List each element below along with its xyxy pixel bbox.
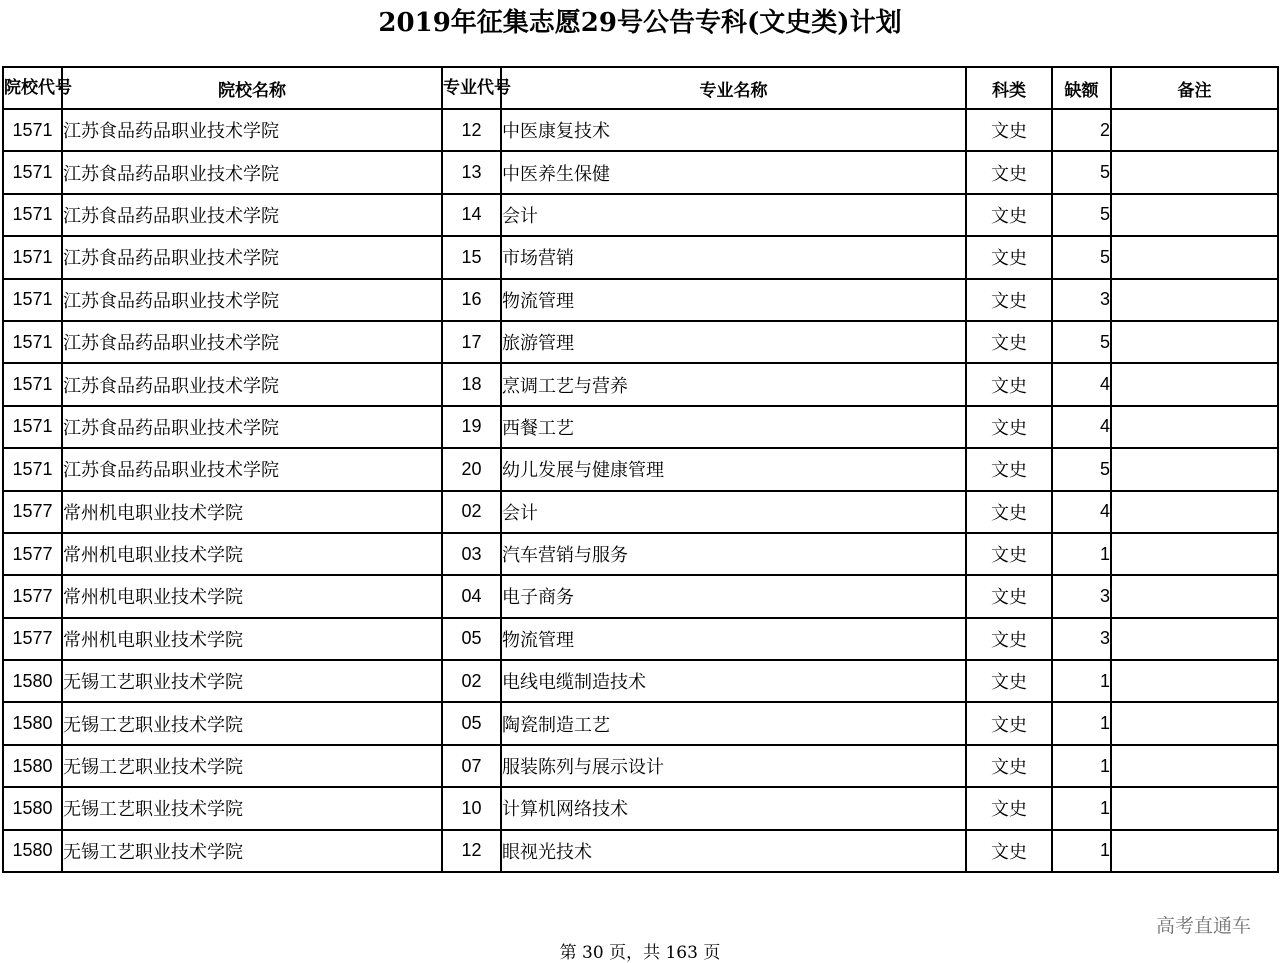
major-name-cell: 幼儿发展与健康管理 xyxy=(501,448,966,490)
school-code-cell: 1577 xyxy=(3,533,62,575)
category-cell: 文史 xyxy=(966,745,1052,787)
quota-cell: 4 xyxy=(1052,363,1111,405)
major-code-cell: 12 xyxy=(442,109,501,151)
major-name-cell: 眼视光技术 xyxy=(501,830,966,872)
table-row xyxy=(3,787,1278,829)
school-name-cell: 江苏食品药品职业技术学院 xyxy=(62,321,442,363)
notes-cell xyxy=(1111,491,1278,533)
plan-table xyxy=(2,66,1279,873)
header-notes: 备注 xyxy=(1111,67,1278,109)
notes-cell xyxy=(1111,109,1278,151)
notes-cell xyxy=(1111,279,1278,321)
table-row xyxy=(3,448,1278,490)
major-code-cell: 12 xyxy=(442,830,501,872)
quota-cell: 1 xyxy=(1052,745,1111,787)
major-code-cell: 07 xyxy=(442,745,501,787)
major-name-cell: 物流管理 xyxy=(501,279,966,321)
quota-cell: 1 xyxy=(1052,702,1111,744)
school-code-cell: 1577 xyxy=(3,491,62,533)
major-code-cell: 16 xyxy=(442,279,501,321)
school-code-cell: 1571 xyxy=(3,194,62,236)
major-name-cell: 电线电缆制造技术 xyxy=(501,660,966,702)
quota-cell: 5 xyxy=(1052,236,1111,278)
major-name-cell: 中医养生保健 xyxy=(501,151,966,193)
table-row xyxy=(3,830,1278,872)
table-row xyxy=(3,575,1278,617)
quota-cell: 1 xyxy=(1052,533,1111,575)
notes-cell xyxy=(1111,660,1278,702)
notes-cell xyxy=(1111,575,1278,617)
category-cell: 文史 xyxy=(966,109,1052,151)
major-code-cell: 20 xyxy=(442,448,501,490)
school-code-cell: 1571 xyxy=(3,236,62,278)
major-name-cell: 服装陈列与展示设计 xyxy=(501,745,966,787)
table-row xyxy=(3,660,1278,702)
school-code-cell: 1571 xyxy=(3,321,62,363)
notes-cell xyxy=(1111,745,1278,787)
school-code-cell: 1571 xyxy=(3,448,62,490)
school-name-cell: 无锡工艺职业技术学院 xyxy=(62,660,442,702)
school-name-cell: 常州机电职业技术学院 xyxy=(62,533,442,575)
school-name-cell: 常州机电职业技术学院 xyxy=(62,618,442,660)
table-row xyxy=(3,618,1278,660)
school-name-cell: 江苏食品药品职业技术学院 xyxy=(62,406,442,448)
notes-cell xyxy=(1111,236,1278,278)
table-row xyxy=(3,491,1278,533)
school-name-cell: 江苏食品药品职业技术学院 xyxy=(62,194,442,236)
school-code-cell: 1580 xyxy=(3,660,62,702)
major-name-cell: 会计 xyxy=(501,491,966,533)
category-cell: 文史 xyxy=(966,702,1052,744)
major-name-cell: 旅游管理 xyxy=(501,321,966,363)
quota-cell: 2 xyxy=(1052,109,1111,151)
table-row xyxy=(3,363,1278,405)
major-name-cell: 西餐工艺 xyxy=(501,406,966,448)
notes-cell xyxy=(1111,618,1278,660)
page-footer: 第 30 页，共 163 页 xyxy=(559,943,721,963)
school-code-cell: 1577 xyxy=(3,575,62,617)
category-cell: 文史 xyxy=(966,406,1052,448)
quota-cell: 3 xyxy=(1052,279,1111,321)
major-code-cell: 18 xyxy=(442,363,501,405)
quota-cell: 3 xyxy=(1052,618,1111,660)
quota-cell: 5 xyxy=(1052,151,1111,193)
quota-cell: 5 xyxy=(1052,448,1111,490)
school-code-cell: 1580 xyxy=(3,787,62,829)
major-name-cell: 会计 xyxy=(501,194,966,236)
school-code-cell: 1571 xyxy=(3,406,62,448)
school-name-cell: 无锡工艺职业技术学院 xyxy=(62,702,442,744)
school-code-cell: 1571 xyxy=(3,109,62,151)
school-name-cell: 常州机电职业技术学院 xyxy=(62,575,442,617)
major-name-cell: 电子商务 xyxy=(501,575,966,617)
category-cell: 文史 xyxy=(966,321,1052,363)
notes-cell xyxy=(1111,830,1278,872)
major-name-cell: 物流管理 xyxy=(501,618,966,660)
category-cell: 文史 xyxy=(966,151,1052,193)
category-cell: 文史 xyxy=(966,236,1052,278)
school-name-cell: 江苏食品药品职业技术学院 xyxy=(62,279,442,321)
quota-cell: 1 xyxy=(1052,660,1111,702)
category-cell: 文史 xyxy=(966,194,1052,236)
header-category: 科类 xyxy=(966,67,1052,109)
school-code-cell: 1571 xyxy=(3,151,62,193)
school-name-cell: 常州机电职业技术学院 xyxy=(62,491,442,533)
school-name-cell: 江苏食品药品职业技术学院 xyxy=(62,109,442,151)
table-row xyxy=(3,236,1278,278)
school-name-cell: 江苏食品药品职业技术学院 xyxy=(62,236,442,278)
major-code-cell: 19 xyxy=(442,406,501,448)
header-quota: 缺额 xyxy=(1052,67,1111,109)
table-row xyxy=(3,194,1278,236)
major-code-cell: 13 xyxy=(442,151,501,193)
quota-cell: 5 xyxy=(1052,321,1111,363)
header-major-name: 专业名称 xyxy=(501,67,966,109)
major-code-cell: 04 xyxy=(442,575,501,617)
school-code-cell: 1580 xyxy=(3,702,62,744)
table-row xyxy=(3,279,1278,321)
table-row xyxy=(3,109,1278,151)
table-row xyxy=(3,151,1278,193)
school-name-cell: 无锡工艺职业技术学院 xyxy=(62,830,442,872)
school-name-cell: 无锡工艺职业技术学院 xyxy=(62,745,442,787)
major-code-cell: 10 xyxy=(442,787,501,829)
category-cell: 文史 xyxy=(966,533,1052,575)
notes-cell xyxy=(1111,194,1278,236)
major-name-cell: 市场营销 xyxy=(501,236,966,278)
category-cell: 文史 xyxy=(966,787,1052,829)
header-school-code: 院校代号 xyxy=(3,67,62,109)
header-major-code: 专业代号 xyxy=(442,67,501,109)
category-cell: 文史 xyxy=(966,363,1052,405)
major-name-cell: 陶瓷制造工艺 xyxy=(501,702,966,744)
notes-cell xyxy=(1111,702,1278,744)
notes-cell xyxy=(1111,321,1278,363)
quota-cell: 4 xyxy=(1052,491,1111,533)
major-code-cell: 05 xyxy=(442,702,501,744)
school-name-cell: 江苏食品药品职业技术学院 xyxy=(62,151,442,193)
category-cell: 文史 xyxy=(966,448,1052,490)
category-cell: 文史 xyxy=(966,830,1052,872)
quota-cell: 5 xyxy=(1052,194,1111,236)
watermark: 高考直通车 xyxy=(1155,915,1251,937)
quota-cell: 1 xyxy=(1052,830,1111,872)
notes-cell xyxy=(1111,406,1278,448)
school-code-cell: 1580 xyxy=(3,830,62,872)
school-name-cell: 江苏食品药品职业技术学院 xyxy=(62,448,442,490)
school-code-cell: 1580 xyxy=(3,745,62,787)
school-name-cell: 无锡工艺职业技术学院 xyxy=(62,787,442,829)
major-code-cell: 17 xyxy=(442,321,501,363)
table-header-row xyxy=(3,67,1278,109)
major-code-cell: 02 xyxy=(442,491,501,533)
category-cell: 文史 xyxy=(966,618,1052,660)
category-cell: 文史 xyxy=(966,491,1052,533)
major-name-cell: 汽车营销与服务 xyxy=(501,533,966,575)
notes-cell xyxy=(1111,533,1278,575)
major-name-cell: 计算机网络技术 xyxy=(501,787,966,829)
major-code-cell: 02 xyxy=(442,660,501,702)
quota-cell: 1 xyxy=(1052,787,1111,829)
notes-cell xyxy=(1111,787,1278,829)
school-code-cell: 1571 xyxy=(3,279,62,321)
major-name-cell: 中医康复技术 xyxy=(501,109,966,151)
major-name-cell: 烹调工艺与营养 xyxy=(501,363,966,405)
quota-cell: 3 xyxy=(1052,575,1111,617)
major-code-cell: 15 xyxy=(442,236,501,278)
school-name-cell: 江苏食品药品职业技术学院 xyxy=(62,363,442,405)
major-code-cell: 03 xyxy=(442,533,501,575)
school-code-cell: 1577 xyxy=(3,618,62,660)
notes-cell xyxy=(1111,448,1278,490)
page-title: 2019年征集志愿29号公告专科(文史类)计划 xyxy=(378,8,902,38)
major-code-cell: 14 xyxy=(442,194,501,236)
category-cell: 文史 xyxy=(966,660,1052,702)
category-cell: 文史 xyxy=(966,279,1052,321)
table-row xyxy=(3,745,1278,787)
table-body xyxy=(3,109,1278,872)
quota-cell: 4 xyxy=(1052,406,1111,448)
table-row xyxy=(3,533,1278,575)
category-cell: 文史 xyxy=(966,575,1052,617)
notes-cell xyxy=(1111,151,1278,193)
school-code-cell: 1571 xyxy=(3,363,62,405)
major-code-cell: 05 xyxy=(442,618,501,660)
table-row xyxy=(3,406,1278,448)
table-row xyxy=(3,702,1278,744)
table-row xyxy=(3,321,1278,363)
notes-cell xyxy=(1111,363,1278,405)
header-school-name: 院校名称 xyxy=(62,67,442,109)
